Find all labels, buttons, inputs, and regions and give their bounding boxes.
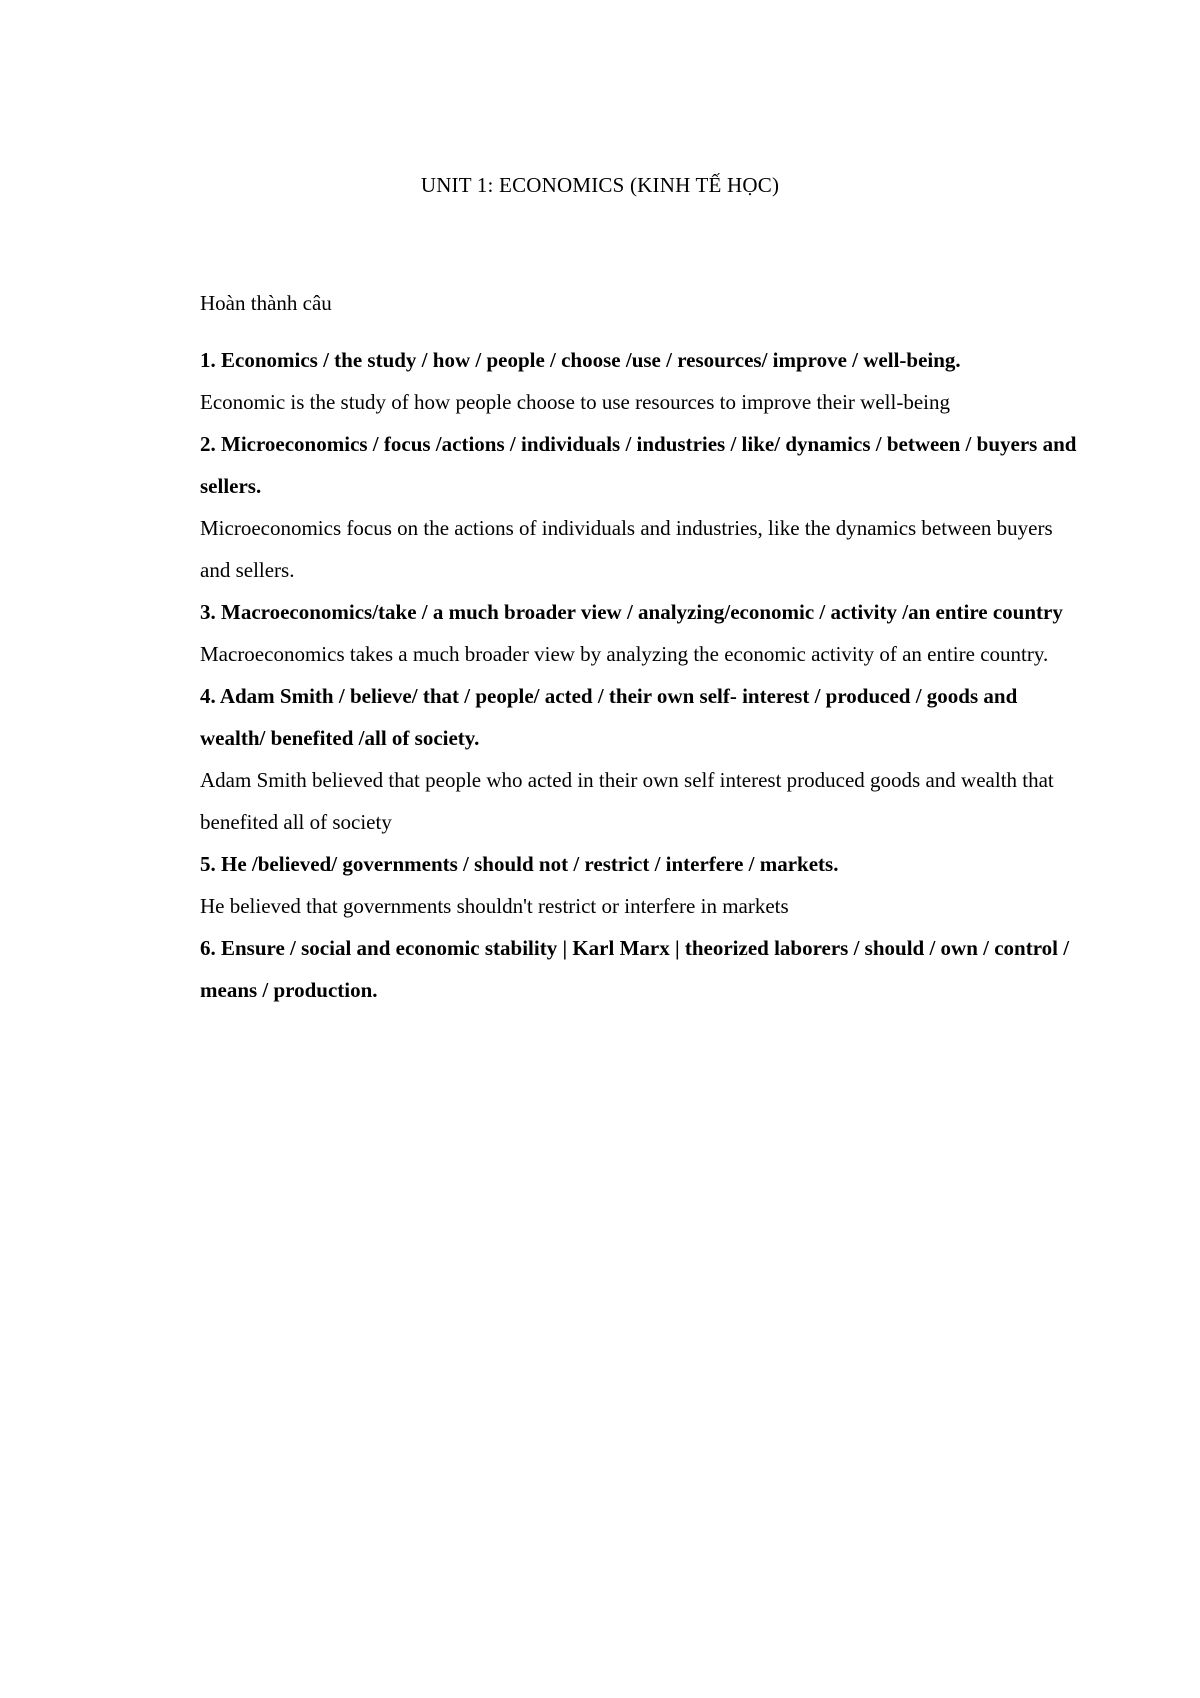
exercise-prompt: 3. Macroeconomics/take / a much broader view / analyzing/economic / activity /an entire country (200, 600, 1063, 624)
exercise-answer: He believed that governments shouldn't restrict or interfere in markets (200, 894, 789, 918)
exercise-item-4 (200, 675, 1080, 843)
exercise-item-6 (200, 927, 1080, 1011)
exercise-prompt: 5. He /believed/ governments / should not / restrict / interfere / markets. (200, 852, 839, 876)
page-title: UNIT 1: ECONOMICS (KINH TẾ HỌC) (420, 173, 780, 197)
exercise-item-3 (200, 591, 1080, 675)
exercise-answer: Microeconomics focus on the actions of individuals and industries, like the dynamics between buyers and sellers. (200, 516, 1053, 582)
exercise-item-1 (200, 339, 1080, 423)
instruction-text: Hoàn thành câu (200, 291, 332, 315)
exercise-prompt: 1. Economics / the study / how / people / choose /use / resources/ improve / well-being. (200, 348, 961, 372)
exercise-item-5 (200, 843, 1080, 927)
exercise-answer: Adam Smith believed that people who acted in their own self interest produced goods and wealth that benefited all of society (200, 768, 1054, 834)
exercise-answer: Macroeconomics takes a much broader view by analyzing the economic activity of an entire country. (200, 642, 1049, 666)
exercise-answer: Economic is the study of how people choose to use resources to improve their well-being (200, 390, 950, 414)
exercise-prompt: 2. Microeconomics / focus /actions / individuals / industries / like/ dynamics / between / buyers and sellers. (200, 432, 1077, 498)
exercise-item-2 (200, 423, 1080, 591)
exercise-prompt: 4. Adam Smith / believe/ that / people/ acted / their own self- interest / produced / goods and wealth/ benefited /all of society. (200, 684, 1018, 750)
exercise-prompt: 6. Ensure / social and economic stability | Karl Marx | theorized laborers / should / own / control / means / production. (200, 936, 1070, 1002)
exercise-body (200, 290, 1080, 1011)
